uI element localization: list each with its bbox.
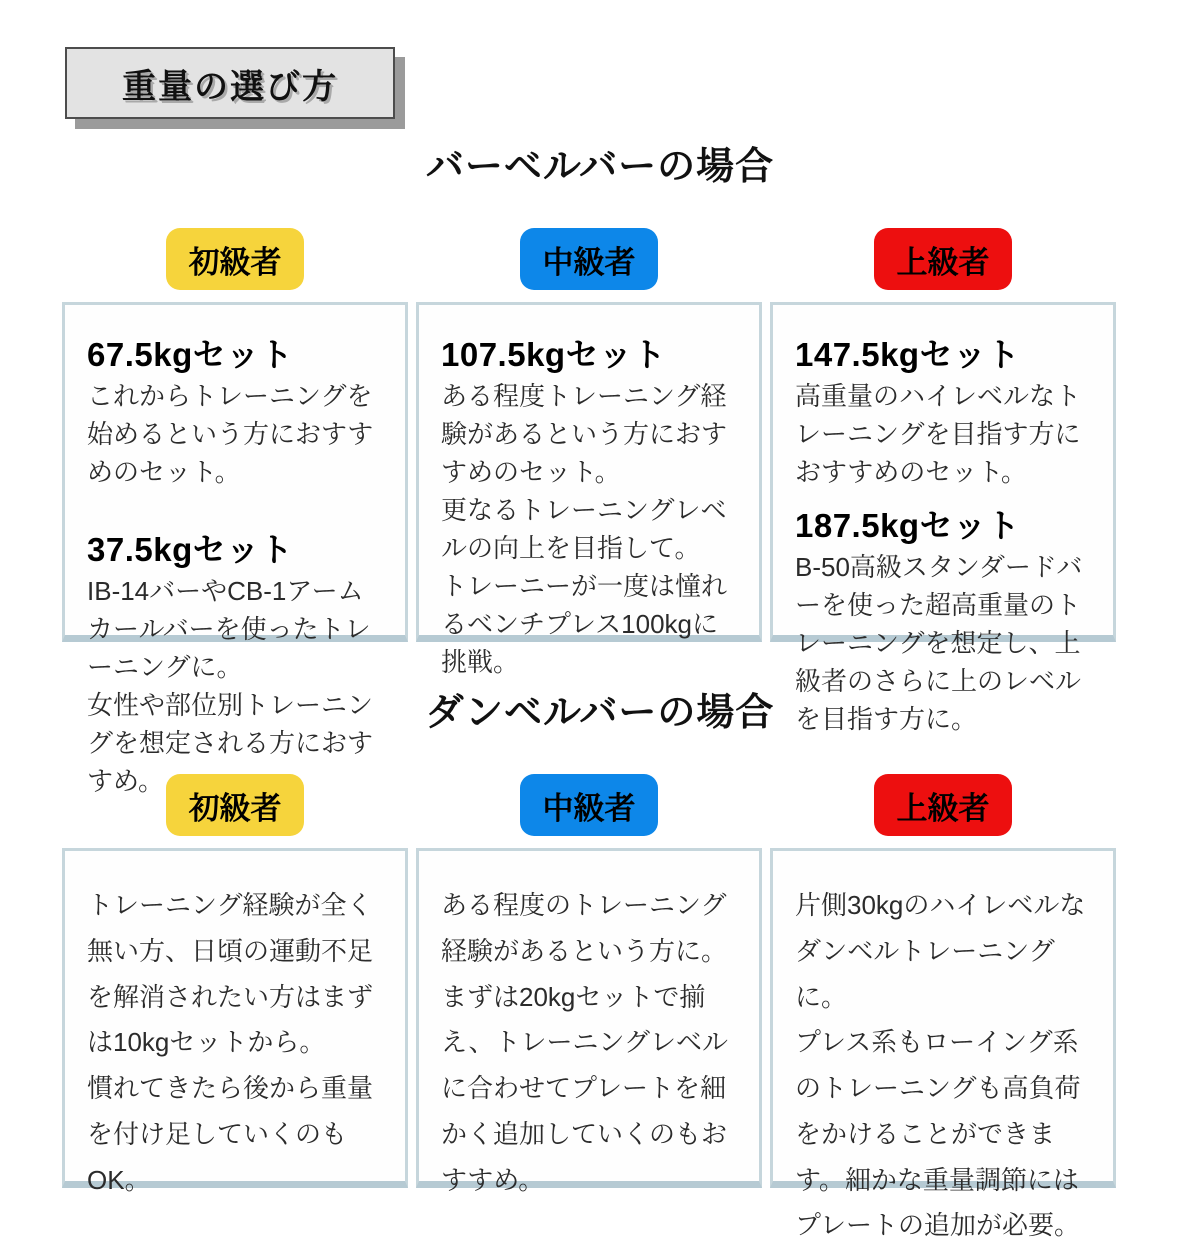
intermediate-badge: 中級者 <box>520 774 658 836</box>
set-block <box>441 883 737 1203</box>
set-description: 片側30kgのハイレベルなダンベルトレーニングに。 プレス系もローイング系のトレーニングも高負荷をかけることができます。細かな重量調節にはプレートの追加が必要。 <box>795 890 1086 1241</box>
set-description: B-50高級スタンダードバーを使った超高重量のトレーニングを想定し、上級者のさらに上のレベルを目指す方に。 <box>795 551 1083 734</box>
set-heading: 147.5kgセット <box>795 336 1021 373</box>
barbell-section-title: バーベルバーの場合 <box>425 146 775 188</box>
set-block <box>795 500 1091 739</box>
dumbbell-intermediate-card <box>416 848 762 1195</box>
dumbbell-section-title: ダンベルバーの場合 <box>425 692 775 734</box>
set-block <box>87 883 383 1203</box>
page-title-box <box>65 47 395 119</box>
dumbbell-advanced-card <box>770 848 1116 1241</box>
set-description: ある程度トレーニング経験があるという方におすすめのセット。 更なるトレーニングレベルの向上を目指して。 トレーニーが一度は憧れるベンチプレス100kgに挑戦。 <box>441 381 728 677</box>
intermediate-badge: 中級者 <box>520 228 658 290</box>
set-heading: 187.5kgセット <box>795 506 1021 544</box>
set-description: これからトレーニングを始めるという方におすすめのセット。 <box>87 381 374 487</box>
set-heading: 37.5kgセット <box>87 530 294 568</box>
barbell-badge-row <box>62 228 1116 290</box>
set-heading: 107.5kgセット <box>441 336 667 373</box>
beginner-badge: 初級者 <box>166 774 304 836</box>
set-heading: 67.5kgセット <box>87 336 294 373</box>
set-description: トレーニング経験が全く無い方、日頃の運動不足を解消されたい方はまずは10kgセットから。 慣れてきたら後から重量を付け足していくのもOK。 <box>87 890 374 1195</box>
advanced-badge: 上級者 <box>874 228 1012 290</box>
dumbbell-badge-row <box>62 774 1116 836</box>
set-block <box>87 524 383 801</box>
set-block <box>795 883 1091 1249</box>
beginner-badge: 初級者 <box>166 228 304 290</box>
barbell-advanced-card <box>770 302 1116 734</box>
dumbbell-card-row <box>62 848 1116 1241</box>
barbell-intermediate-card <box>416 302 762 677</box>
set-description: IB-14バーやCB-1アームカールバーを使ったトレーニングに。 女性や部位別トレーニングを想定される方におすすめ。 <box>87 575 374 796</box>
set-description: ある程度のトレーニング経験があるという方に。 まずは20kgセットで揃え、トレーニングレベルに合わせてプレートを細かく追加していくのもおすすめ。 <box>441 890 729 1195</box>
barbell-beginner-card <box>62 302 408 796</box>
dumbbell-beginner-card <box>62 848 408 1195</box>
set-block <box>795 329 1091 492</box>
set-block <box>441 329 737 682</box>
page-title: 重量の選び方 <box>122 67 338 106</box>
set-block <box>87 329 383 492</box>
advanced-badge: 上級者 <box>874 774 1012 836</box>
set-description: 高重量のハイレベルなトレーニングを目指す方におすすめのセット。 <box>795 381 1082 487</box>
